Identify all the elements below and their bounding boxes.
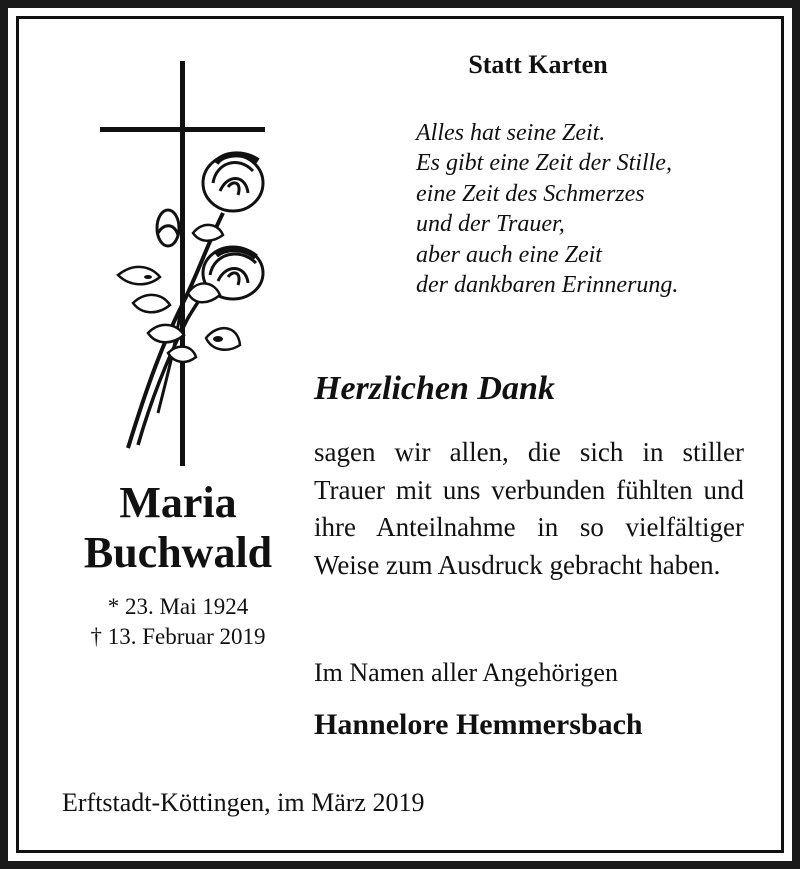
- obituary-card: [8, 8, 792, 861]
- death-date: † 13. Februar 2019: [90, 624, 266, 649]
- birth-date: * 23. Mai 1924: [107, 594, 249, 619]
- life-dates: [48, 592, 308, 652]
- deceased-last-name: Buchwald: [83, 528, 273, 577]
- poem-line: und der Trauer,: [416, 211, 565, 238]
- thanks-message: sagen wir allen, die sich in stiller Trauer mit uns verbunden fühlten und ihre Anteilnahme in so vielfältiger Weise zum Ausdruck gebracht haben.: [314, 437, 744, 580]
- poem-line: eine Zeit des Schmerzes: [416, 180, 645, 207]
- deceased-block: [48, 478, 308, 652]
- cross-with-roses-icon: [88, 53, 288, 473]
- location-date: Erftstadt-Köttingen, im März 2019: [62, 788, 425, 817]
- thanks-title: Herzlichen Dank: [314, 370, 555, 407]
- poem-line: Es gibt eine Zeit der Stille,: [416, 150, 672, 177]
- poem-line: aber auch eine Zeit: [416, 241, 602, 268]
- signer-name: Hannelore Hemmersbach: [314, 708, 643, 741]
- poem-line: Alles hat seine Zeit.: [416, 120, 606, 146]
- closing-line: Im Namen aller Angehörigen: [314, 658, 618, 687]
- heading: Statt Karten: [468, 50, 608, 79]
- poem-line: der dankbaren Erinnerung.: [416, 272, 679, 299]
- poem: [416, 118, 678, 300]
- deceased-first-name: Maria: [119, 478, 237, 527]
